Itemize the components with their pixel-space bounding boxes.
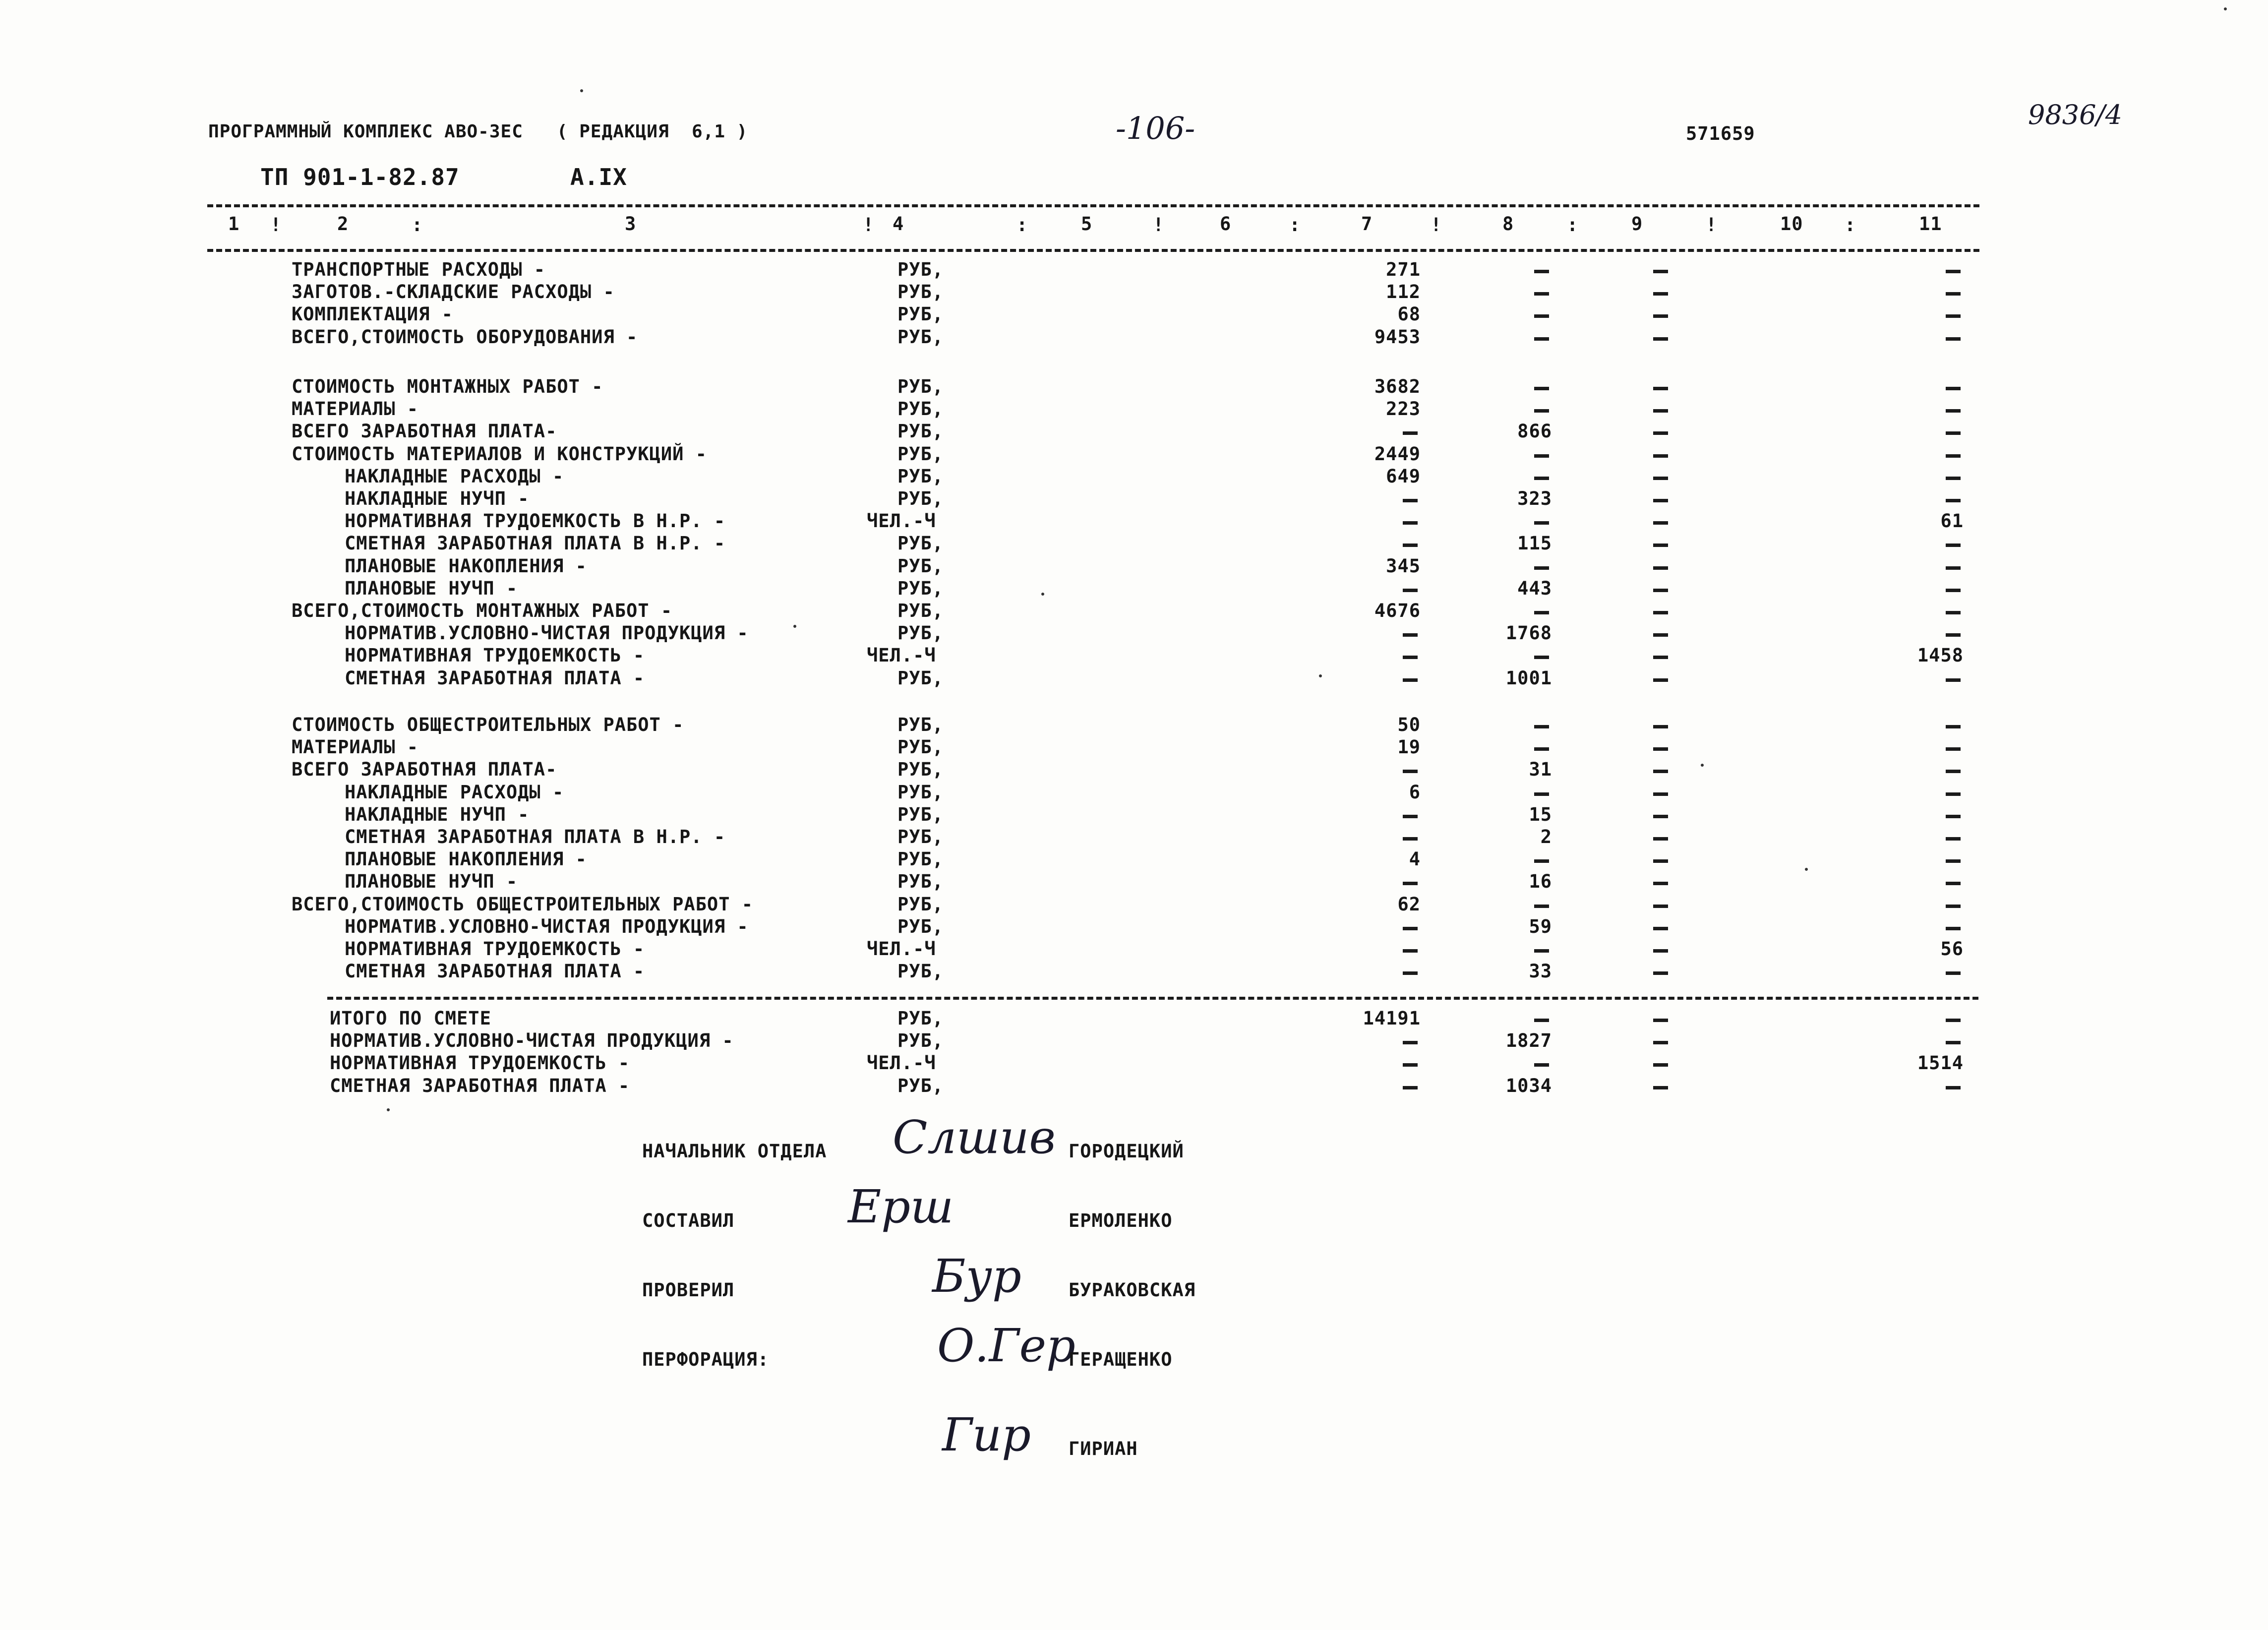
cell-c9-dash bbox=[1653, 589, 1668, 592]
cell-c8: 1768 bbox=[1505, 622, 1552, 644]
row-label: НАКЛАДНЫЕ РАСХОДЫ - bbox=[345, 782, 564, 803]
cell-c8-dash bbox=[1534, 454, 1549, 458]
row-unit: РУБ, bbox=[897, 326, 944, 348]
cell-c8: 1827 bbox=[1505, 1030, 1552, 1051]
row-label: НОРМАТИВНАЯ ТРУДОЕМКОСТЬ - bbox=[345, 645, 645, 666]
cell-c11-dash bbox=[1946, 387, 1961, 390]
cell-c7-dash bbox=[1403, 656, 1418, 659]
cell-c11-dash bbox=[1946, 633, 1961, 637]
cell-c11: 61 bbox=[1940, 510, 1964, 532]
cell-c7: 649 bbox=[1386, 466, 1421, 487]
cell-c11-dash bbox=[1946, 678, 1961, 682]
handwritten-signature: Ерш bbox=[848, 1180, 954, 1233]
cell-c8-dash bbox=[1534, 521, 1549, 525]
row-unit: РУБ, bbox=[897, 259, 944, 280]
cell-c11-dash bbox=[1946, 1086, 1961, 1089]
row-unit: РУБ, bbox=[897, 443, 944, 465]
row-label: СТОИМОСТЬ МОНТАЖНЫХ РАБОТ - bbox=[292, 376, 603, 397]
cell-c8-dash bbox=[1534, 611, 1549, 614]
cell-c9-dash bbox=[1653, 770, 1668, 773]
cell-c7-dash bbox=[1403, 971, 1418, 975]
row-unit: ЧЕЛ.-Ч bbox=[867, 645, 936, 666]
cell-c9-dash bbox=[1653, 882, 1668, 885]
row-unit: РУБ, bbox=[897, 916, 944, 937]
cell-c11-dash bbox=[1946, 837, 1961, 841]
column-header-5: 5 bbox=[1081, 213, 1093, 235]
cell-c9-dash bbox=[1653, 387, 1668, 390]
cell-c9-dash bbox=[1653, 633, 1668, 637]
cell-c9-dash bbox=[1653, 409, 1668, 413]
row-unit: ЧЕЛ.-Ч bbox=[867, 510, 936, 532]
row-unit: РУБ, bbox=[897, 804, 944, 825]
column-header-10: 10 bbox=[1780, 213, 1803, 235]
row-label: ПЛАНОВЫЕ НУЧП - bbox=[345, 578, 518, 599]
cell-c8-dash bbox=[1534, 409, 1549, 413]
cell-c9-dash bbox=[1653, 314, 1668, 318]
cell-c11-dash bbox=[1946, 815, 1961, 818]
cell-c9-dash bbox=[1653, 837, 1668, 841]
row-label: НАКЛАДНЫЕ РАСХОДЫ - bbox=[345, 466, 564, 487]
cell-c7: 4 bbox=[1409, 848, 1421, 870]
column-header-3: 3 bbox=[625, 213, 637, 235]
row-label: МАТЕРИАЛЫ - bbox=[292, 398, 419, 420]
row-label: ВСЕГО ЗАРАБОТНАЯ ПЛАТА- bbox=[292, 421, 557, 442]
cell-c11-dash bbox=[1946, 543, 1961, 547]
row-label: СМЕТНАЯ ЗАРАБОТНАЯ ПЛАТА - bbox=[330, 1075, 630, 1096]
cell-c7-dash bbox=[1403, 927, 1418, 930]
cell-c8-dash bbox=[1534, 1019, 1549, 1022]
cell-c9-dash bbox=[1653, 971, 1668, 975]
row-label: НОРМАТИВНАЯ ТРУДОЕМКОСТЬ - bbox=[345, 938, 645, 960]
cell-c8-dash bbox=[1534, 566, 1549, 570]
row-unit: РУБ, bbox=[897, 871, 944, 892]
cell-c8: 15 bbox=[1529, 804, 1552, 825]
row-unit: РУБ, bbox=[897, 759, 944, 780]
cell-c8: 443 bbox=[1517, 578, 1552, 599]
project-code: ТП 901-1-82.87 bbox=[260, 164, 460, 190]
row-unit: РУБ, bbox=[897, 398, 944, 420]
row-label: НОРМАТИВ.УСЛОВНО-ЧИСТАЯ ПРОДУКЦИЯ - bbox=[345, 622, 749, 644]
row-unit: РУБ, bbox=[897, 1030, 944, 1051]
row-label: СТОИМОСТЬ ОБЩЕСТРОИТЕЛЬНЫХ РАБОТ - bbox=[292, 714, 684, 735]
row-label: ЗАГОТОВ.-СКЛАДСКИЕ РАСХОДЫ - bbox=[292, 281, 615, 302]
cell-c9-dash bbox=[1653, 725, 1668, 728]
row-unit: РУБ, bbox=[897, 578, 944, 599]
cell-c8-dash bbox=[1534, 905, 1549, 908]
cell-c8: 115 bbox=[1517, 533, 1552, 554]
cell-c9-dash bbox=[1653, 656, 1668, 659]
cell-c9-dash bbox=[1653, 270, 1668, 273]
signature-name: ЕРМОЛЕНКО bbox=[1069, 1210, 1173, 1231]
row-label: ВСЕГО,СТОИМОСТЬ ОБЩЕСТРОИТЕЛЬНЫХ РАБОТ - bbox=[292, 894, 754, 915]
column-separator: ! bbox=[1431, 214, 1442, 236]
cell-c11-dash bbox=[1946, 927, 1961, 930]
cell-c7-dash bbox=[1403, 770, 1418, 773]
row-unit: РУБ, bbox=[897, 488, 944, 509]
cell-c9-dash bbox=[1653, 859, 1668, 863]
row-label: КОМПЛЕКТАЦИЯ - bbox=[292, 303, 453, 325]
cell-c8: 2 bbox=[1540, 826, 1552, 847]
cell-c11: 1458 bbox=[1917, 645, 1964, 666]
cell-c7: 2449 bbox=[1374, 443, 1421, 465]
cell-c7: 50 bbox=[1397, 714, 1421, 735]
cell-c8-dash bbox=[1534, 387, 1549, 390]
row-unit: РУБ, bbox=[897, 533, 944, 554]
row-label: ИТОГО ПО СМЕТЕ bbox=[330, 1008, 491, 1029]
column-header-6: 6 bbox=[1220, 213, 1232, 235]
row-label: ВСЕГО ЗАРАБОТНАЯ ПЛАТА- bbox=[292, 759, 557, 780]
cell-c7: 19 bbox=[1397, 736, 1421, 758]
row-unit: ЧЕЛ.-Ч bbox=[867, 938, 936, 960]
row-unit: РУБ, bbox=[897, 622, 944, 644]
cell-c8: 16 bbox=[1529, 871, 1552, 892]
column-separator: ! bbox=[1153, 214, 1165, 236]
row-label: ТРАНСПОРТНЫЕ РАСХОДЫ - bbox=[292, 259, 546, 280]
cell-c11-dash bbox=[1946, 270, 1961, 273]
cell-c7-dash bbox=[1403, 1041, 1418, 1044]
row-label: НОРМАТИВНАЯ ТРУДОЕМКОСТЬ - bbox=[330, 1052, 630, 1074]
cell-c11-dash bbox=[1946, 859, 1961, 863]
signature-role: СОСТАВИЛ bbox=[642, 1210, 735, 1231]
cell-c11-dash bbox=[1946, 611, 1961, 614]
cell-c7: 345 bbox=[1386, 555, 1421, 577]
cell-c9-dash bbox=[1653, 1019, 1668, 1022]
signature-role: ПЕРФОРАЦИЯ: bbox=[642, 1349, 770, 1370]
row-unit: РУБ, bbox=[897, 1075, 944, 1096]
cell-c8-dash bbox=[1534, 1063, 1549, 1067]
cell-c8-dash bbox=[1534, 477, 1549, 480]
cell-c9-dash bbox=[1653, 431, 1668, 435]
cell-c8: 31 bbox=[1529, 759, 1552, 780]
cell-c11-dash bbox=[1946, 725, 1961, 728]
cell-c9-dash bbox=[1653, 815, 1668, 818]
cell-c9-dash bbox=[1653, 477, 1668, 480]
cell-c7-dash bbox=[1403, 815, 1418, 818]
cell-c11-dash bbox=[1946, 409, 1961, 413]
cell-c8-dash bbox=[1534, 725, 1549, 728]
row-label: СМЕТНАЯ ЗАРАБОТНАЯ ПЛАТА - bbox=[345, 961, 645, 982]
handwritten-signature: Гир bbox=[942, 1408, 1031, 1461]
cell-c8: 33 bbox=[1529, 961, 1552, 982]
cell-c7-dash bbox=[1403, 521, 1418, 525]
column-separator: : bbox=[1016, 214, 1028, 236]
cell-c7: 3682 bbox=[1374, 376, 1421, 397]
cell-c7-dash bbox=[1403, 882, 1418, 885]
cell-c8-dash bbox=[1534, 949, 1549, 953]
cell-c11-dash bbox=[1946, 971, 1961, 975]
signature-name: ГЕРАЩЕНКО bbox=[1069, 1349, 1173, 1370]
cell-c11-dash bbox=[1946, 499, 1961, 502]
row-unit: РУБ, bbox=[897, 421, 944, 442]
cell-c8-dash bbox=[1534, 656, 1549, 659]
cell-c9-dash bbox=[1653, 292, 1668, 296]
cell-c7-dash bbox=[1403, 589, 1418, 592]
cell-c11-dash bbox=[1946, 1041, 1961, 1044]
row-unit: РУБ, bbox=[897, 961, 944, 982]
cell-c7: 6 bbox=[1409, 782, 1421, 803]
cell-c9-dash bbox=[1653, 611, 1668, 614]
page-number: -106- bbox=[1116, 110, 1195, 146]
cell-c9-dash bbox=[1653, 949, 1668, 953]
signature-role: ПРОВЕРИЛ bbox=[642, 1279, 735, 1301]
column-header-1: 1 bbox=[228, 213, 240, 235]
cell-c8: 866 bbox=[1517, 421, 1552, 442]
row-unit: ЧЕЛ.-Ч bbox=[867, 1052, 936, 1074]
row-unit: РУБ, bbox=[897, 848, 944, 870]
cell-c9-dash bbox=[1653, 905, 1668, 908]
album-label: А.IX bbox=[570, 164, 627, 190]
row-unit: РУБ, bbox=[897, 376, 944, 397]
column-separator: : bbox=[412, 214, 423, 236]
row-label: ПЛАНОВЫЕ НУЧП - bbox=[345, 871, 518, 892]
signature-name: ГОРОДЕЦКИЙ bbox=[1069, 1141, 1184, 1162]
handwritten-signature: Слшив bbox=[893, 1111, 1056, 1164]
cell-c8: 323 bbox=[1517, 488, 1552, 509]
cell-c7-dash bbox=[1403, 837, 1418, 841]
column-header-2: 2 bbox=[337, 213, 349, 235]
cell-c11-dash bbox=[1946, 454, 1961, 458]
handwritten-signature: Бур bbox=[932, 1250, 1021, 1303]
handwritten-signature: О.Гер bbox=[937, 1319, 1075, 1372]
cell-c8-dash bbox=[1534, 792, 1549, 796]
column-separator: : bbox=[1845, 214, 1856, 236]
row-label: СМЕТНАЯ ЗАРАБОТНАЯ ПЛАТА В Н.Р. - bbox=[345, 533, 726, 554]
document-code: 571659 bbox=[1686, 123, 1755, 144]
cell-c9-dash bbox=[1653, 747, 1668, 751]
row-label: НОРМАТИВ.УСЛОВНО-ЧИСТАЯ ПРОДУКЦИЯ - bbox=[345, 916, 749, 937]
row-unit: РУБ, bbox=[897, 667, 944, 689]
column-header-7: 7 bbox=[1361, 213, 1373, 235]
table-top-rule bbox=[207, 204, 1979, 207]
column-separator: : bbox=[1567, 214, 1579, 236]
column-header-4: 4 bbox=[893, 213, 904, 235]
header-bottom-rule bbox=[207, 249, 1979, 252]
cell-c7: 4676 bbox=[1374, 600, 1421, 621]
cell-c9-dash bbox=[1653, 521, 1668, 525]
cell-c11-dash bbox=[1946, 1019, 1961, 1022]
cell-c11-dash bbox=[1946, 314, 1961, 318]
row-unit: РУБ, bbox=[897, 466, 944, 487]
row-unit: РУБ, bbox=[897, 826, 944, 847]
cell-c8: 1034 bbox=[1505, 1075, 1552, 1096]
cell-c8-dash bbox=[1534, 270, 1549, 273]
row-label: НОРМАТИВ.УСЛОВНО-ЧИСТАЯ ПРОДУКЦИЯ - bbox=[330, 1030, 734, 1051]
cell-c7: 62 bbox=[1397, 894, 1421, 915]
cell-c11-dash bbox=[1946, 747, 1961, 751]
cell-c7-dash bbox=[1403, 678, 1418, 682]
row-unit: РУБ, bbox=[897, 600, 944, 621]
cell-c9-dash bbox=[1653, 792, 1668, 796]
cell-c9-dash bbox=[1653, 566, 1668, 570]
cell-c7-dash bbox=[1403, 1086, 1418, 1089]
cell-c9-dash bbox=[1653, 1063, 1668, 1067]
cell-c7-dash bbox=[1403, 1063, 1418, 1067]
column-header-8: 8 bbox=[1502, 213, 1514, 235]
column-separator: ! bbox=[863, 214, 875, 236]
cell-c7: 223 bbox=[1386, 398, 1421, 420]
totals-rule bbox=[327, 997, 1978, 1000]
cell-c7: 14191 bbox=[1363, 1008, 1421, 1029]
cell-c9-dash bbox=[1653, 543, 1668, 547]
row-unit: РУБ, bbox=[897, 894, 944, 915]
cell-c8-dash bbox=[1534, 747, 1549, 751]
cell-c7-dash bbox=[1403, 949, 1418, 953]
row-label: НОРМАТИВНАЯ ТРУДОЕМКОСТЬ В Н.Р. - bbox=[345, 510, 726, 532]
cell-c7-dash bbox=[1403, 543, 1418, 547]
cell-c9-dash bbox=[1653, 927, 1668, 930]
cell-c11-dash bbox=[1946, 770, 1961, 773]
cell-c11-dash bbox=[1946, 431, 1961, 435]
cell-c9-dash bbox=[1653, 678, 1668, 682]
cell-c9-dash bbox=[1653, 454, 1668, 458]
cell-c11-dash bbox=[1946, 905, 1961, 908]
signature-name: ГИРИАН bbox=[1069, 1438, 1138, 1459]
column-separator: ! bbox=[270, 214, 282, 236]
row-unit: РУБ, bbox=[897, 736, 944, 758]
signature-name: БУРАКОВСКАЯ bbox=[1069, 1279, 1196, 1301]
cell-c11-dash bbox=[1946, 477, 1961, 480]
cell-c11-dash bbox=[1946, 589, 1961, 592]
archive-number: 9836/4 bbox=[2028, 99, 2122, 130]
cell-c8-dash bbox=[1534, 337, 1549, 341]
cell-c11-dash bbox=[1946, 292, 1961, 296]
cell-c11-dash bbox=[1946, 566, 1961, 570]
row-unit: РУБ, bbox=[897, 281, 944, 302]
column-header-9: 9 bbox=[1631, 213, 1643, 235]
cell-c11-dash bbox=[1946, 792, 1961, 796]
cell-c8-dash bbox=[1534, 859, 1549, 863]
cell-c9-dash bbox=[1653, 1041, 1668, 1044]
cell-c8: 1001 bbox=[1505, 667, 1552, 689]
program-title: ПРОГРАММНЫЙ КОМПЛЕКС АВО-ЗЕС ( РЕДАКЦИЯ 6,1 ) bbox=[208, 121, 748, 142]
cell-c8-dash bbox=[1534, 314, 1549, 318]
column-separator: ! bbox=[1706, 214, 1718, 236]
row-label: СТОИМОСТЬ МАТЕРИАЛОВ И КОНСТРУКЦИЙ - bbox=[292, 443, 707, 465]
row-label: СМЕТНАЯ ЗАРАБОТНАЯ ПЛАТА В Н.Р. - bbox=[345, 826, 726, 847]
row-label: НАКЛАДНЫЕ НУЧП - bbox=[345, 488, 530, 509]
cell-c9-dash bbox=[1653, 337, 1668, 341]
cell-c8-dash bbox=[1534, 292, 1549, 296]
row-unit: РУБ, bbox=[897, 1008, 944, 1029]
cell-c7-dash bbox=[1403, 633, 1418, 637]
cell-c11: 1514 bbox=[1917, 1052, 1964, 1074]
cell-c7: 112 bbox=[1386, 281, 1421, 302]
row-label: ПЛАНОВЫЕ НАКОПЛЕНИЯ - bbox=[345, 848, 587, 870]
cell-c7: 271 bbox=[1386, 259, 1421, 280]
row-label: ВСЕГО,СТОИМОСТЬ ОБОРУДОВАНИЯ - bbox=[292, 326, 638, 348]
row-label: ПЛАНОВЫЕ НАКОПЛЕНИЯ - bbox=[345, 555, 587, 577]
row-unit: РУБ, bbox=[897, 714, 944, 735]
cell-c9-dash bbox=[1653, 1086, 1668, 1089]
cell-c11-dash bbox=[1946, 882, 1961, 885]
column-header-11: 11 bbox=[1919, 213, 1942, 235]
cell-c9-dash bbox=[1653, 499, 1668, 502]
row-label: МАТЕРИАЛЫ - bbox=[292, 736, 419, 758]
cell-c11: 56 bbox=[1940, 938, 1964, 960]
cell-c11-dash bbox=[1946, 337, 1961, 341]
row-unit: РУБ, bbox=[897, 555, 944, 577]
cell-c7: 68 bbox=[1397, 303, 1421, 325]
row-label: СМЕТНАЯ ЗАРАБОТНАЯ ПЛАТА - bbox=[345, 667, 645, 689]
row-unit: РУБ, bbox=[897, 782, 944, 803]
row-label: ВСЕГО,СТОИМОСТЬ МОНТАЖНЫХ РАБОТ - bbox=[292, 600, 673, 621]
cell-c7-dash bbox=[1403, 431, 1418, 435]
signature-role: НАЧАЛЬНИК ОТДЕЛА bbox=[642, 1141, 827, 1162]
cell-c7-dash bbox=[1403, 499, 1418, 502]
cell-c8: 59 bbox=[1529, 916, 1552, 937]
column-separator: : bbox=[1289, 214, 1301, 236]
row-unit: РУБ, bbox=[897, 303, 944, 325]
row-label: НАКЛАДНЫЕ НУЧП - bbox=[345, 804, 530, 825]
cell-c7: 9453 bbox=[1374, 326, 1421, 348]
